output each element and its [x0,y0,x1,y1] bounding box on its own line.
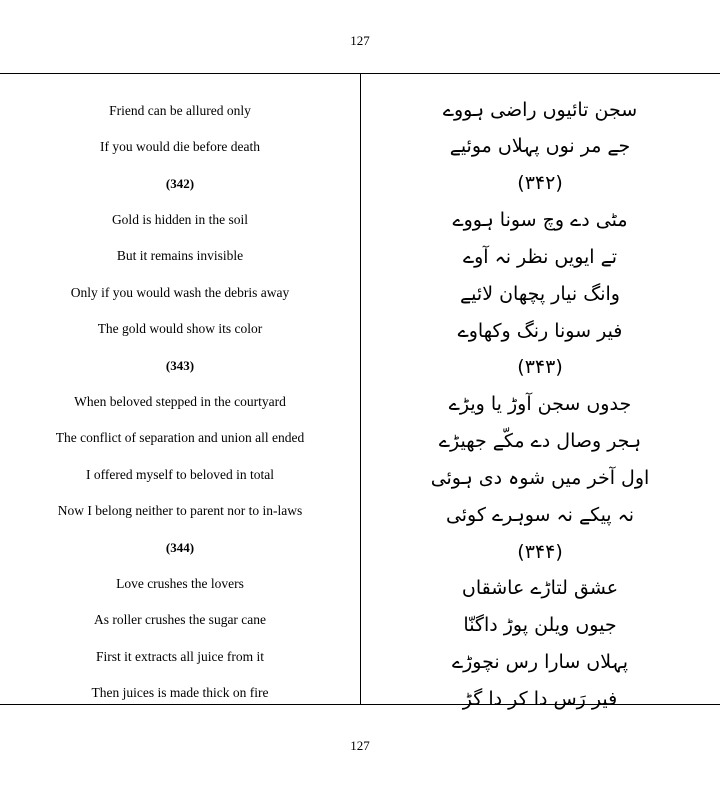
verse-number: (۳۴۳) [517,356,563,379]
page-number-top: 127 [350,33,370,48]
verse-line: Now I belong neither to parent nor to in-laws [57,503,303,518]
urdu-original-column [360,74,720,710]
verse-line: اول آخر میں شوہ دی ہوئی [430,466,650,489]
verse-line: ہجر وصال دے مکّے جھیڑے [438,430,642,453]
verse-line: I offered myself to beloved in total [86,466,274,482]
verse-number: (343) [165,357,195,373]
verse-line: مٹی دے وچ سونا ہووے [452,209,628,232]
verse-line: جے مر نوں پہلاں موئیے [449,135,631,158]
verse-number: (۳۴۲) [517,172,563,195]
verse-line: The gold would show its color [97,321,263,336]
verse-line: Love crushes the lovers [116,575,244,591]
verse-line: پہلاں سارا رس نچوڑے [451,651,629,674]
verse-number: (۳۴۴) [517,540,563,563]
verse-line: سجن تائیوں راضی ہووے [442,98,638,121]
english-translation-column [0,74,360,704]
verse-line: As roller crushes the sugar cane [93,612,267,627]
verse-line: Gold is hidden in the soil [111,211,249,227]
page-number-bottom: 127 [350,738,370,753]
verse-number: (344) [165,539,195,555]
verse-line: جیوں ویلن پوڑ داگنّا [463,614,617,637]
verse-line: فیر رَس دا کر دا گڑ [462,688,618,710]
verse-line: وانگ نیار پچھان لائیے [460,282,620,305]
verse-line: Then juices is made thick on fire [91,685,269,700]
page-body [0,74,720,710]
verse-line: Friend can be allured only [109,102,251,118]
verse-line: جدوں سجن آوڑ یا ویڑے [448,393,632,416]
verse-line: When beloved stepped in the courtyard [74,393,286,409]
verse-line: عشق لتاڑے عاشقاں [461,577,619,600]
verse-line: But it remains invisible [116,248,244,263]
verse-line: If you would die before death [99,139,261,154]
verse-number: (342) [165,175,195,191]
verse-line: First it extracts all juice from it [96,648,264,664]
verse-line: نہ پیکے نہ سوہرے کوئی [445,503,635,526]
verse-line: فیر سونا رنگ وکھاوے [457,319,623,342]
verse-line: The conflict of separation and union all ended [55,430,305,445]
verse-line: Only if you would wash the debris away [70,284,290,300]
verse-line: تے ایویں نظر نہ آوے [462,245,618,268]
column-divider [360,74,361,704]
